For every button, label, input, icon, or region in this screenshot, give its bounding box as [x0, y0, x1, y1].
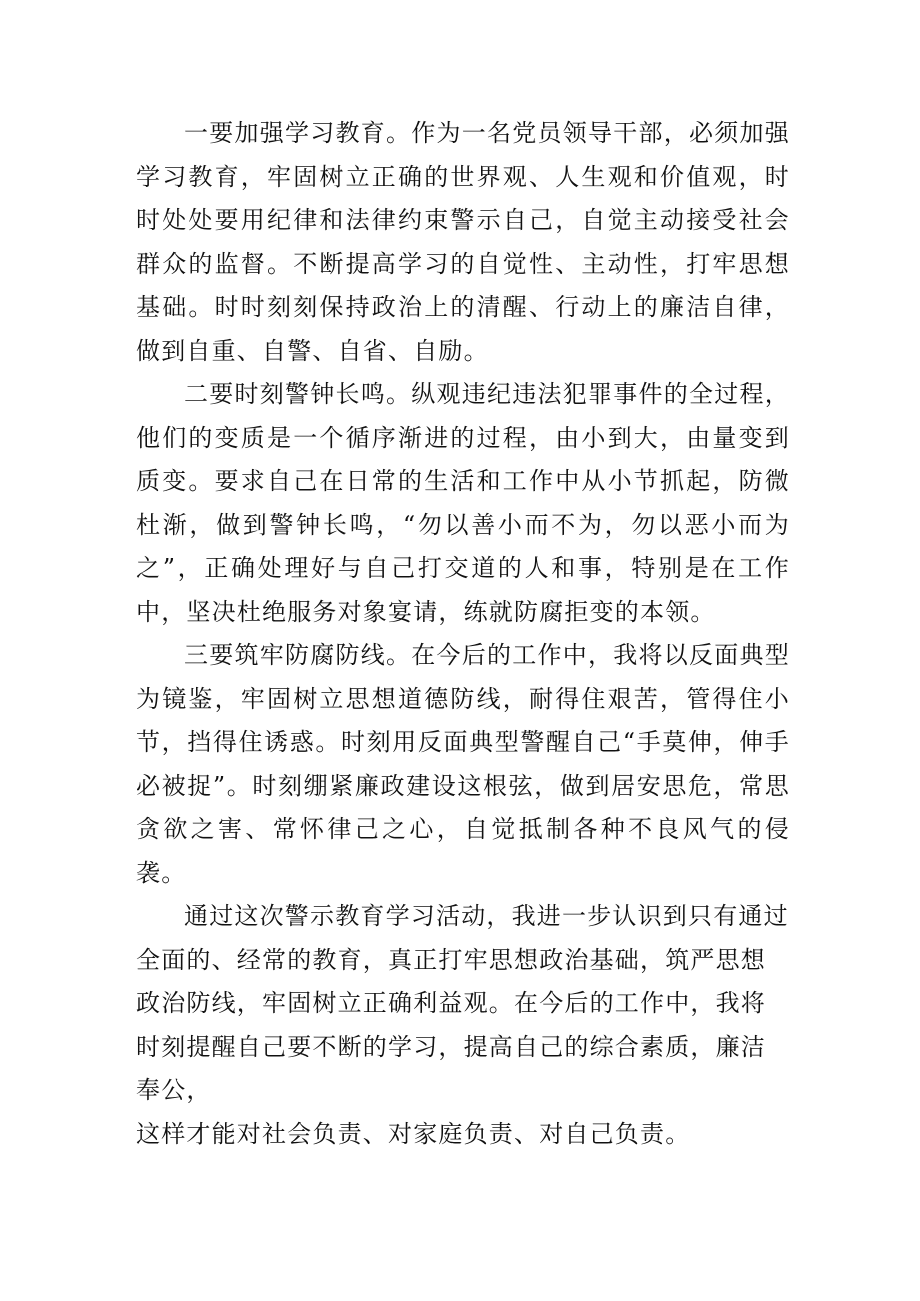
document-body — [136, 112, 790, 1156]
paragraph-alarm-bell: 二要时刻警钟长鸣。纵观违纪违法犯罪事件的全过程，他们的变质是一个循序渐进的过程，由小到大，由量变到质变。要求自己在日常的生活和工作中从小节抓起，防微杜渐，做到警钟长鸣，“勿以善小而不为，勿以恶小而为之”，正确处理好与自己打交道的人和事，特别是在工作中，坚决杜绝服务对象宴请，练就防腐拒变的本领。 — [136, 380, 790, 626]
closing-line: 这样才能对社会负责、对家庭负责、对自己负责。 — [136, 1119, 691, 1148]
paragraph-conclusion: 通过这次警示教育学习活动，我进一步认识到只有通过全面的、经常的教育，真正打牢思想政治基础，筑严思想政治防线，牢固树立正确利益观。在今后的工作中，我将时刻提醒自己要不断的学习，提高自己的综合素质，廉洁奉公， — [136, 902, 789, 1104]
paragraph-anti-corruption-defense: 三要筑牢防腐防线。在今后的工作中，我将以反面典型为镜鉴，牢固树立思想道德防线，耐得住艰苦，管得住小节，挡得住诱惑。时刻用反面典型警醒自己“手莫伸，伸手必被捉”。时刻绷紧廉政建设这根弦，做到居安思危，常思贪欲之害、常怀律己之心，自觉抵制各种不良风气的侵袭。 — [136, 641, 790, 887]
paragraph-study-education: 一要加强学习教育。作为一名党员领导干部，必须加强学习教育，牢固树立正确的世界观、人生观和价值观，时时处处要用纪律和法律约束警示自己，自觉主动接受社会群众的监督。不断提高学习的自觉性、主动性，打牢思想基础。时时刻刻保持政治上的清醒、行动上的廉洁自律，做到自重、自警、自省、自励。 — [136, 119, 790, 365]
